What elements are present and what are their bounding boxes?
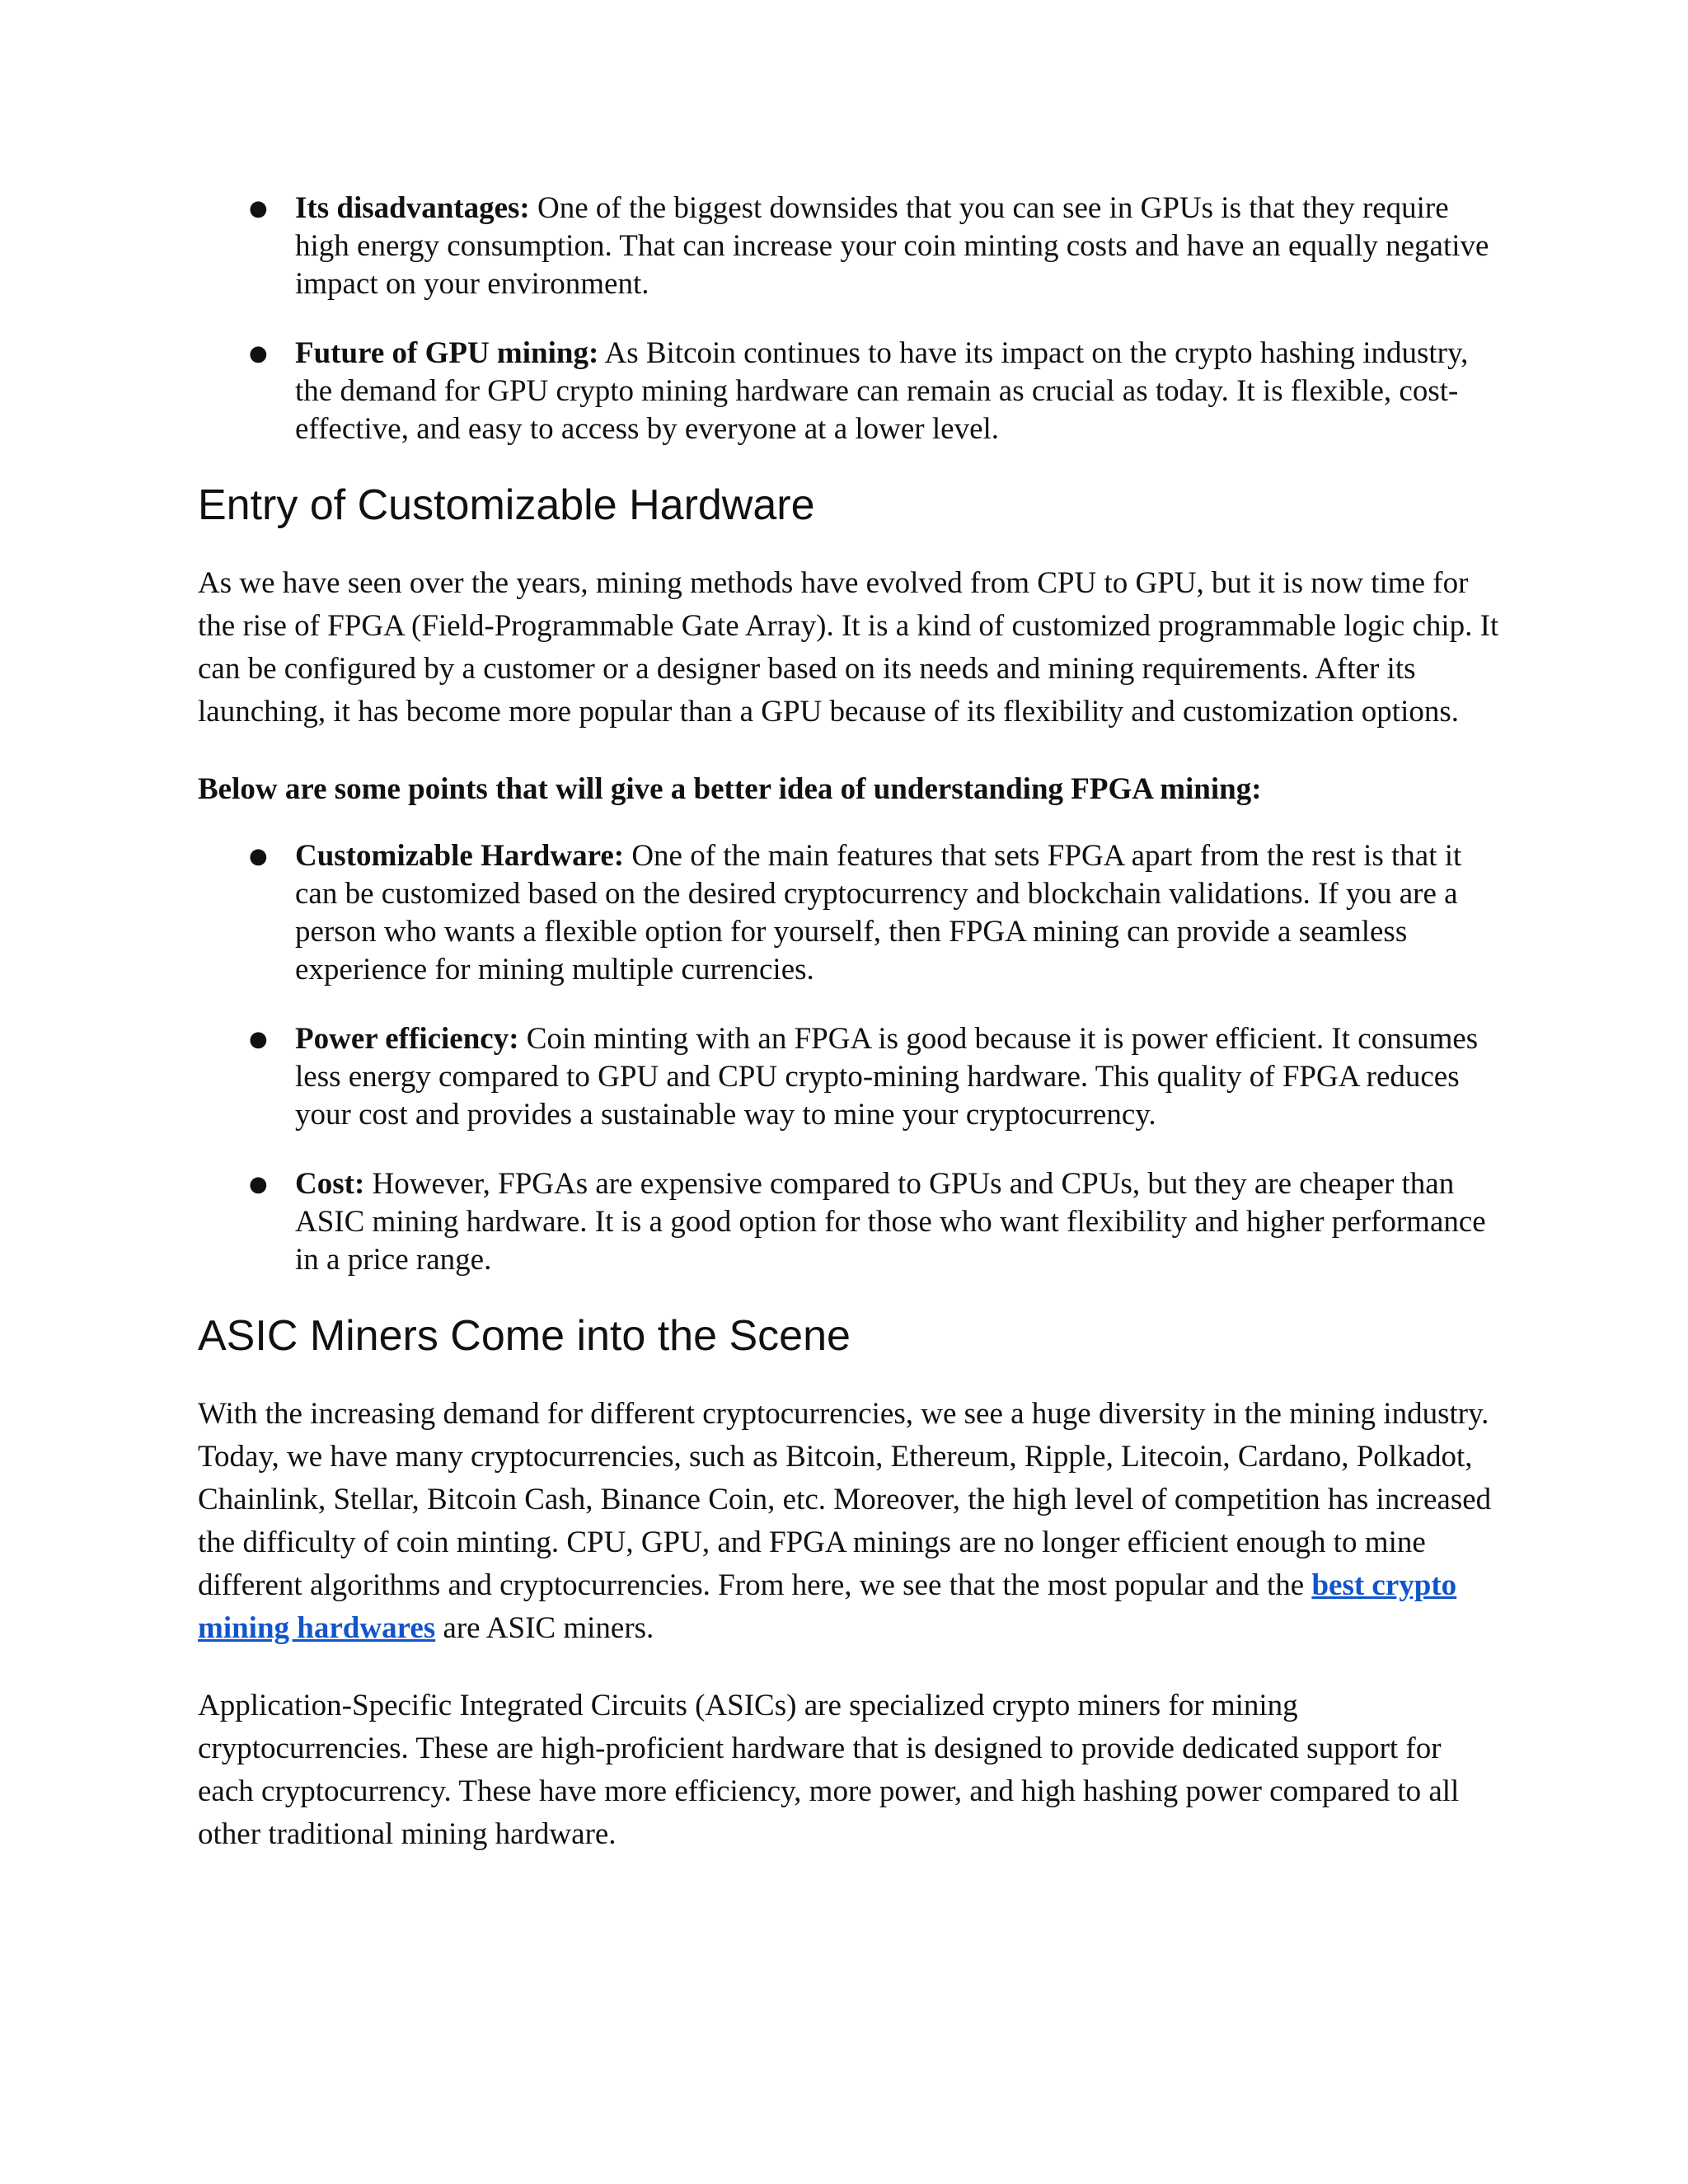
- bullet-term: Future of GPU mining:: [295, 336, 599, 370]
- fpga-lead-text: Below are some points that will give a better idea of understanding FPGA mining:: [198, 772, 1262, 806]
- asic-paragraph-1-start: With the increasing demand for different cryptocurrencies, we see a huge diversity in the mining industry. Today, we have many cryptocurrencies, such as Bitcoin, Ethereum, Ripple, Litecoin, Cardano, Polkadot, Chainlink, Stellar, Bitcoin Cash, Binance Coin, etc. Moreover, the high level of competition has increased the difficulty of coin minting. CPU, GPU, and FPGA minings are no longer efficient enough to mine different algorithms and cryptocurrencies. From here, we see that the most popular and the: [198, 1397, 1492, 1602]
- section-heading-asic: ASIC Miners Come into the Scene: [198, 1312, 851, 1360]
- list-item: [198, 1020, 1500, 1134]
- asic-paragraph-1-end: are ASIC miners.: [435, 1611, 654, 1645]
- bullet-term: Cost:: [295, 1167, 365, 1201]
- bullet-text: One of the main features that sets FPGA apart from the rest is that it can be customized based on the desired cryptocurrency and blockchain validations. If you are a person who wants a flexible option for yourself, then FPGA mining can provide a seamless experience for mining multiple currencies.: [295, 839, 1462, 987]
- bullet-icon: ●: [249, 196, 268, 221]
- section-heading-fpga: Entry of Customizable Hardware: [198, 481, 815, 529]
- best-crypto-mining-hardwares-link[interactable]: best crypto mining hardwares: [198, 1568, 1457, 1645]
- bullet-text: Coin minting with an FPGA is good because it is power efficient. It consumes less energy compared to GPU and CPU crypto-mining hardware. This quality of FPGA reduces your cost and provides a sustainable way to mine your cryptocurrency.: [295, 1022, 1479, 1132]
- gpu-bullet-list: [198, 190, 1500, 448]
- list-item: [198, 335, 1500, 448]
- bullet-text: However, FPGAs are expensive compared to GPUs and CPUs, but they are cheaper than ASIC mining hardware. It is a good option for those who want flexibility and higher performance in a price range.: [295, 1167, 1486, 1277]
- bullet-term: Customizable Hardware:: [295, 839, 625, 873]
- document-page: [198, 190, 1500, 1856]
- list-item: [198, 837, 1500, 989]
- bullet-icon: ●: [249, 1172, 268, 1197]
- bullet-text: One of the biggest downsides that you can see in GPUs is that they require high energy consumption. That can increase your coin minting costs and have an equally negative impact on your environment.: [295, 191, 1489, 301]
- bullet-icon: ●: [249, 844, 268, 869]
- fpga-bullet-list: [198, 837, 1500, 1279]
- list-item: [198, 1165, 1500, 1279]
- bullet-term: Its disadvantages:: [295, 191, 530, 225]
- asic-paragraph-2: Application-Specific Integrated Circuits (ASICs) are specialized crypto miners for mining cryptocurrencies. These are high-proficient hardware that is designed to provide dedicated support for each cryptocurrency. These have more efficiency, more power, and high hashing power compared to all other traditional mining hardware.: [198, 1689, 1460, 1851]
- bullet-icon: ●: [249, 1027, 268, 1052]
- list-item: [198, 190, 1500, 303]
- asic-paragraph-1: [198, 1393, 1500, 1650]
- bullet-icon: ●: [249, 341, 268, 366]
- bullet-term: Power efficiency:: [295, 1022, 519, 1056]
- bullet-text: As Bitcoin continues to have its impact on the crypto hashing industry, the demand for GPU crypto mining hardware can remain as crucial as today. It is flexible, cost-effective, and easy to access by everyone at a lower level.: [295, 336, 1469, 446]
- fpga-paragraph: As we have seen over the years, mining methods have evolved from CPU to GPU, but it is now time for the rise of FPGA (Field-Programmable Gate Array). It is a kind of customized programmable logic chip. It can be configured by a customer or a designer based on its needs and mining requirements. After its launching, it has become more popular than a GPU because of its flexibility and customization options.: [198, 566, 1499, 729]
